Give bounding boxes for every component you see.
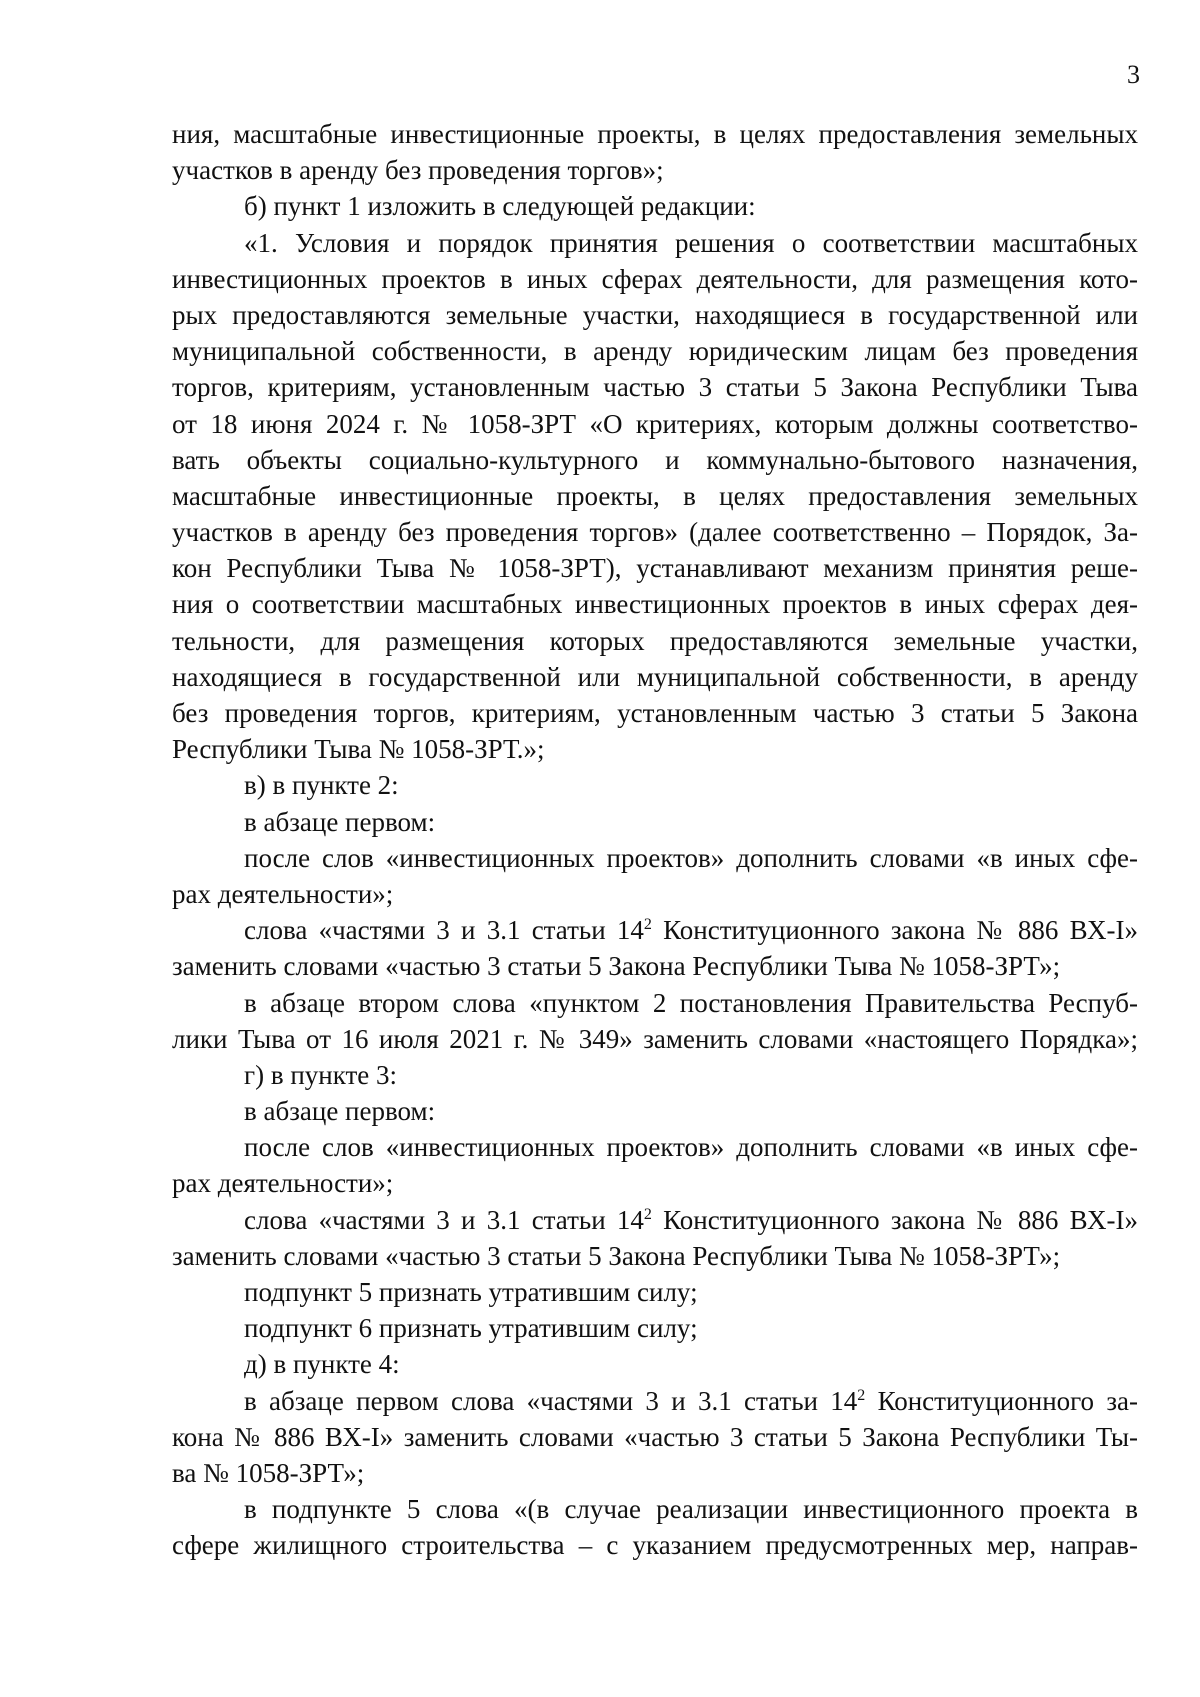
text-line [172, 1202, 1138, 1238]
text-line: после слов «инвестиционных проектов» дополнить словами «в иных сфе- [244, 842, 1138, 873]
superscript: 2 [643, 1205, 652, 1223]
text-line: от 18 июня 2024 г. № 1058-ЗРТ «О критериях, которым должны соответство- [172, 408, 1138, 439]
document-body [172, 116, 1138, 1564]
text-line: в подпункте 5 слова «(в случае реализации инвестиционного проекта в [244, 1494, 1138, 1525]
text-line: Республики Тыва № 1058-ЗРТ.»; [172, 734, 545, 765]
text-line: рых предоставляются земельные участки, находящиеся в государственной или [172, 299, 1138, 330]
text-line: заменить словами «частью 3 статьи 5 Закона Республики Тыва № 1058-ЗРТ»; [172, 951, 1061, 982]
text-line: находящиеся в государственной или муниципальной собственности, в аренду [172, 661, 1138, 692]
text-line: ния о соответствии масштабных инвестиционных проектов в иных сферах дея- [172, 589, 1138, 620]
text-line: подпункт 5 признать утратившим силу; [244, 1277, 698, 1307]
text-line: тельности, для размещения которых предоставляются земельные участки, [172, 625, 1138, 656]
text-line [172, 1383, 1138, 1419]
text-line: д) в пункте 4: [244, 1349, 400, 1380]
text-line: без проведения торгов, критериям, установленным частью 3 статьи 5 Закона [172, 698, 1138, 728]
text-line: участков в аренду без проведения торгов» (далее соответственно – Порядок, За- [172, 517, 1138, 548]
text-segment: в абзаце первом слова «частями 3 и 3.1 статьи 14 [244, 1385, 858, 1416]
superscript: 2 [857, 1386, 866, 1404]
text-line: масштабные инвестиционные проекты, в целях предоставления земельных [172, 480, 1138, 511]
text-line: в абзаце втором слова «пунктом 2 постановления Правительства Респуб- [244, 987, 1138, 1018]
page-number: 3 [1127, 60, 1140, 89]
text-line: в абзаце первом: [244, 806, 436, 837]
text-segment: Конституционного закона № 886 ВХ-I» [651, 915, 1138, 946]
text-line: ния, масштабные инвестиционные проекты, в целях предоставления земельных [172, 119, 1138, 149]
text-line: г) в пункте 3: [244, 1059, 398, 1090]
text-line: ва № 1058-ЗРТ»; [172, 1457, 365, 1488]
text-line: рах деятельности»; [172, 878, 394, 909]
text-line: торгов, критериям, установленным частью 3 статьи 5 Закона Республики Тыва [172, 372, 1138, 403]
text-line: в абзаце первом: [244, 1096, 436, 1127]
text-line: подпункт 6 признать утратившим силу; [244, 1313, 698, 1344]
text-line: рах деятельности»; [172, 1168, 394, 1199]
text-line: б) пункт 1 изложить в следующей редакции: [244, 191, 756, 222]
text-line: «1. Условия и порядок принятия решения о соответствии масштабных [244, 227, 1138, 258]
text-line: в) в пункте 2: [244, 770, 399, 801]
text-line: инвестиционных проектов в иных сферах деятельности, для размещения кото- [172, 263, 1138, 294]
text-line: муниципальной собственности, в аренду юридическим лицам без проведения [172, 336, 1138, 367]
text-segment: Конституционного закона № 886 ВХ-I» [651, 1204, 1138, 1235]
text-line: после слов «инвестиционных проектов» дополнить словами «в иных сфе- [244, 1132, 1138, 1163]
text-segment: слова «частями 3 и 3.1 статьи 14 [244, 915, 644, 946]
superscript: 2 [643, 916, 652, 934]
text-line [172, 912, 1138, 948]
text-line: вать объекты социально-культурного и коммунально-бытового назначения, [172, 444, 1138, 475]
text-line: лики Тыва от 16 июля 2021 г. № 349» заменить словами «настоящего Порядка»; [172, 1023, 1138, 1054]
text-line: кона № 886 ВХ-I» заменить словами «частью 3 статьи 5 Закона Республики Ты- [172, 1421, 1138, 1452]
text-line: заменить словами «частью 3 статьи 5 Закона Республики Тыва № 1058-ЗРТ»; [172, 1240, 1061, 1271]
text-line: участков в аренду без проведения торгов»; [172, 155, 664, 186]
text-line: кон Республики Тыва № 1058-ЗРТ), устанавливают механизм принятия реше- [172, 553, 1138, 584]
text-line: сфере жилищного строительства – с указанием предусмотренных мер, направ- [172, 1530, 1138, 1561]
text-segment: слова «частями 3 и 3.1 статьи 14 [244, 1204, 644, 1235]
text-segment: Конституционного за- [865, 1385, 1138, 1416]
